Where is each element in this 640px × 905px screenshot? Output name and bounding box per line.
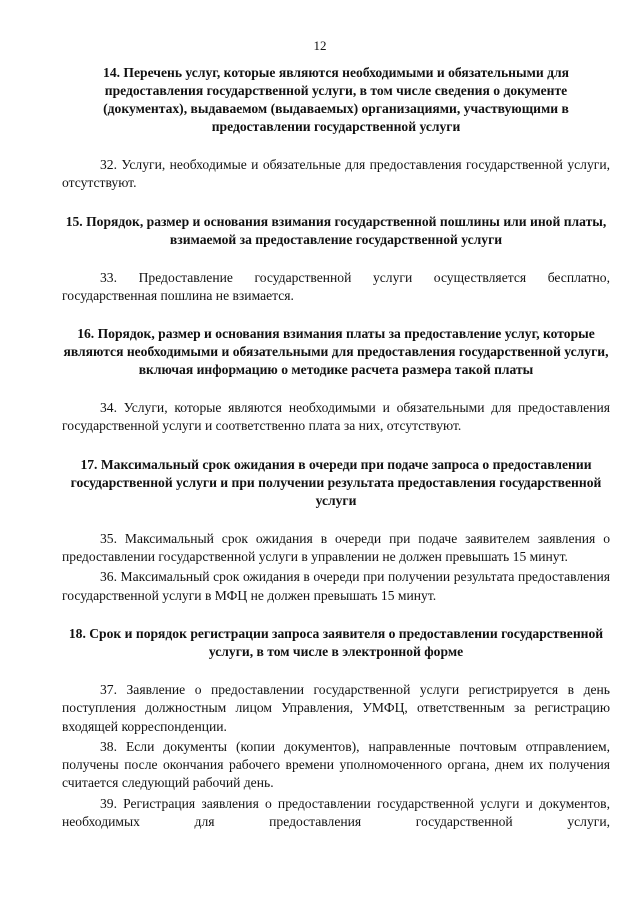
section-15-heading: 15. Порядок, размер и основания взимания государственной пошлины или иной платы, взимаемой за предоставление государственной услуги [65, 213, 607, 247]
section-14-heading: 14. Перечень услуг, которые являются необходимыми и обязательными для предоставления государственной услуги, в том числе сведения о документе (документах), выдаваемом (выдаваемых) организациями, участвующими в предоставлении государственной услуги [103, 65, 569, 134]
section-16-heading: 16. Порядок, размер и основания взимания платы за предоставление услуг, которые являются необходимыми и обязательными для предоставления государственной услуги, включая информацию о методике расчета размера такой платы [63, 326, 609, 378]
section-17-heading: 17. Максимальный срок ожидания в очереди при подаче запроса о предоставлении государственной услуги и при получении результата предоставления государственной услуги [70, 456, 602, 508]
section-18-heading: 18. Срок и порядок регистрации запроса заявителя о предоставлении государственной услуги, в том числе в электронной форме [68, 625, 604, 659]
document-body [62, 64, 610, 831]
paragraph-35: 35. Максимальный срок ожидания в очереди при подаче заявителем заявления о предоставлении государственной услуги в управлении не должен превышать 15 минут. [62, 530, 610, 565]
paragraph-32: 32. Услуги, необходимые и обязательные для предоставления государственной услуги, отсутствуют. [62, 157, 610, 191]
paragraph-37: 37. Заявление о предоставлении государственной услуги регистрируется в день поступления должностным лицом Управления, УМФЦ, ответственным за регистрацию входящей корреспонденции. [62, 681, 610, 734]
paragraph-34: 34. Услуги, которые являются необходимыми и обязательными для предоставления государственной услуги и соответственно плата за них, отсутствуют. [62, 400, 610, 434]
paragraph-39: 39. Регистрация заявления о предоставлении государственной услуги и документов, необходимых для предоставления государственной услуги, [62, 795, 610, 830]
page-number: 12 [313, 38, 327, 53]
paragraph-38: 38. Если документы (копии документов), направленные почтовым отправлением, получены после окончания рабочего времени уполномоченного органа, днем их получения считается следующий рабочий день. [62, 738, 610, 791]
paragraph-36: 36. Максимальный срок ожидания в очереди при получении результата предоставления государственной услуги в МФЦ не должен превышать 15 минут. [62, 569, 610, 603]
paragraph-33: 33. Предоставление государственной услуги осуществляется бесплатно, государственная пошлина не взимается. [62, 269, 610, 303]
